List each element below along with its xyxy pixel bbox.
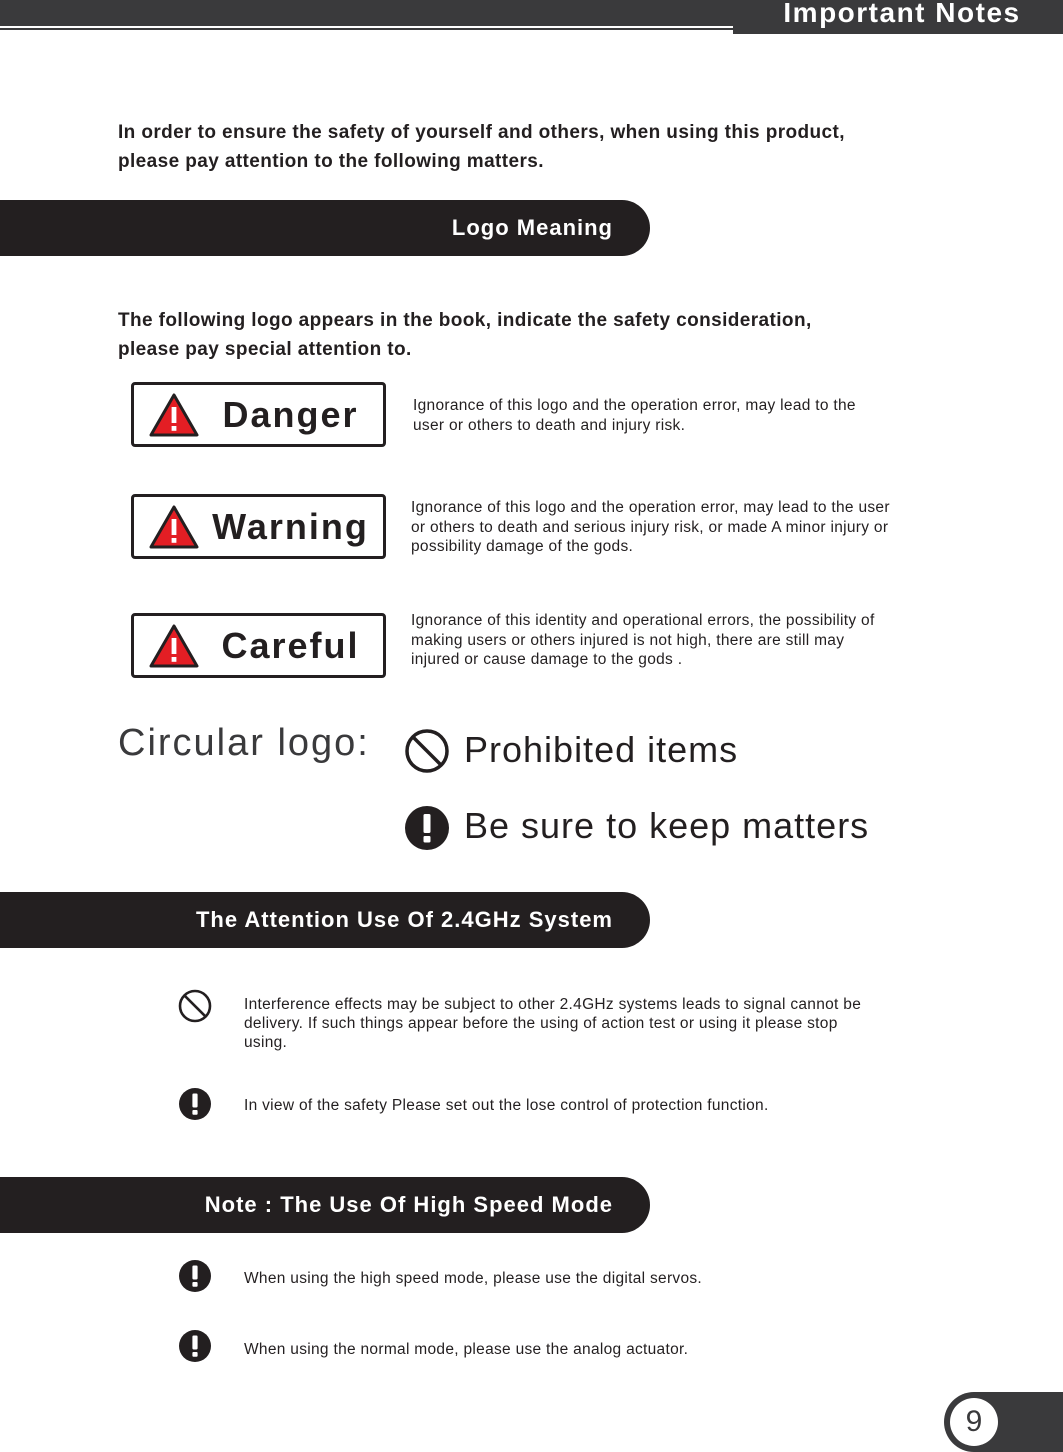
prohibited-icon bbox=[404, 728, 450, 774]
warning-triangle-icon bbox=[148, 392, 200, 438]
intro-line: please pay attention to the following matters. bbox=[118, 151, 544, 172]
logo-intro-line: please pay special attention to. bbox=[118, 339, 412, 360]
section-high-speed-mode: Note : The Use Of High Speed Mode bbox=[0, 1177, 650, 1233]
page-title: Important Notes bbox=[733, 0, 1063, 34]
prohibited-items-label: Prohibited items bbox=[464, 729, 739, 770]
description-line: Ignorance of this logo and the operation error, may lead to the bbox=[413, 397, 856, 414]
section-attention-24ghz: The Attention Use Of 2.4GHz System bbox=[0, 892, 650, 948]
mandatory-icon bbox=[178, 1259, 212, 1293]
danger-sign bbox=[131, 382, 386, 447]
warning-triangle-icon bbox=[148, 504, 200, 550]
section-logo-meaning: Logo Meaning bbox=[0, 200, 650, 256]
high-speed-item-analog: When using the normal mode, please use the analog actuator. bbox=[244, 1341, 689, 1358]
description-line: Ignorance of this identity and operational errors, the possibility of bbox=[411, 612, 875, 629]
mandatory-icon bbox=[404, 805, 450, 851]
intro-line: In order to ensure the safety of yourself and others, when using this product, bbox=[118, 122, 845, 143]
description-line: or others to death and serious injury risk, or made A minor injury or bbox=[411, 518, 889, 536]
description-line: user or others to death and injury risk. bbox=[413, 416, 686, 434]
mandatory-icon bbox=[178, 1087, 212, 1121]
description-line: Ignorance of this logo and the operation error, may lead to the user bbox=[411, 499, 890, 516]
description-line: making users or others injured is not high, there are still may bbox=[411, 631, 845, 649]
danger-label: Danger bbox=[222, 394, 359, 435]
intro-text bbox=[118, 118, 978, 176]
circular-logo-title: Circular logo: bbox=[118, 722, 370, 764]
attention-item-safety: In view of the safety Please set out the lose control of protection function. bbox=[244, 1097, 769, 1114]
logo-intro-line: The following logo appears in the book, indicate the safety consideration, bbox=[118, 310, 812, 331]
item-line: delivery. If such things appear before the using of action test or using it please stop bbox=[244, 1015, 838, 1032]
description-line: injured or cause damage to the gods . bbox=[411, 651, 683, 668]
page-number: 9 bbox=[950, 1398, 998, 1446]
danger-description bbox=[413, 396, 856, 435]
keep-matters-label: Be sure to keep matters bbox=[464, 805, 870, 846]
header-rule bbox=[0, 28, 733, 30]
header-bar bbox=[0, 0, 733, 26]
item-line: using. bbox=[244, 1034, 288, 1051]
prohibited-icon bbox=[178, 989, 212, 1023]
item-line: Interference effects may be subject to other 2.4GHz systems leads to signal cannot be bbox=[244, 996, 862, 1013]
warning-triangle-icon bbox=[148, 623, 200, 669]
warning-sign bbox=[131, 494, 386, 559]
careful-label: Careful bbox=[221, 625, 360, 666]
logo-intro-text bbox=[118, 306, 998, 364]
description-line: possibility damage of the gods. bbox=[411, 538, 634, 555]
careful-sign bbox=[131, 613, 386, 678]
mandatory-icon bbox=[178, 1329, 212, 1363]
high-speed-item-digital: When using the high speed mode, please use the digital servos. bbox=[244, 1270, 703, 1287]
warning-label: Warning bbox=[212, 506, 369, 547]
warning-description bbox=[411, 498, 890, 557]
attention-item-interference bbox=[244, 995, 944, 1052]
careful-description bbox=[411, 611, 875, 670]
